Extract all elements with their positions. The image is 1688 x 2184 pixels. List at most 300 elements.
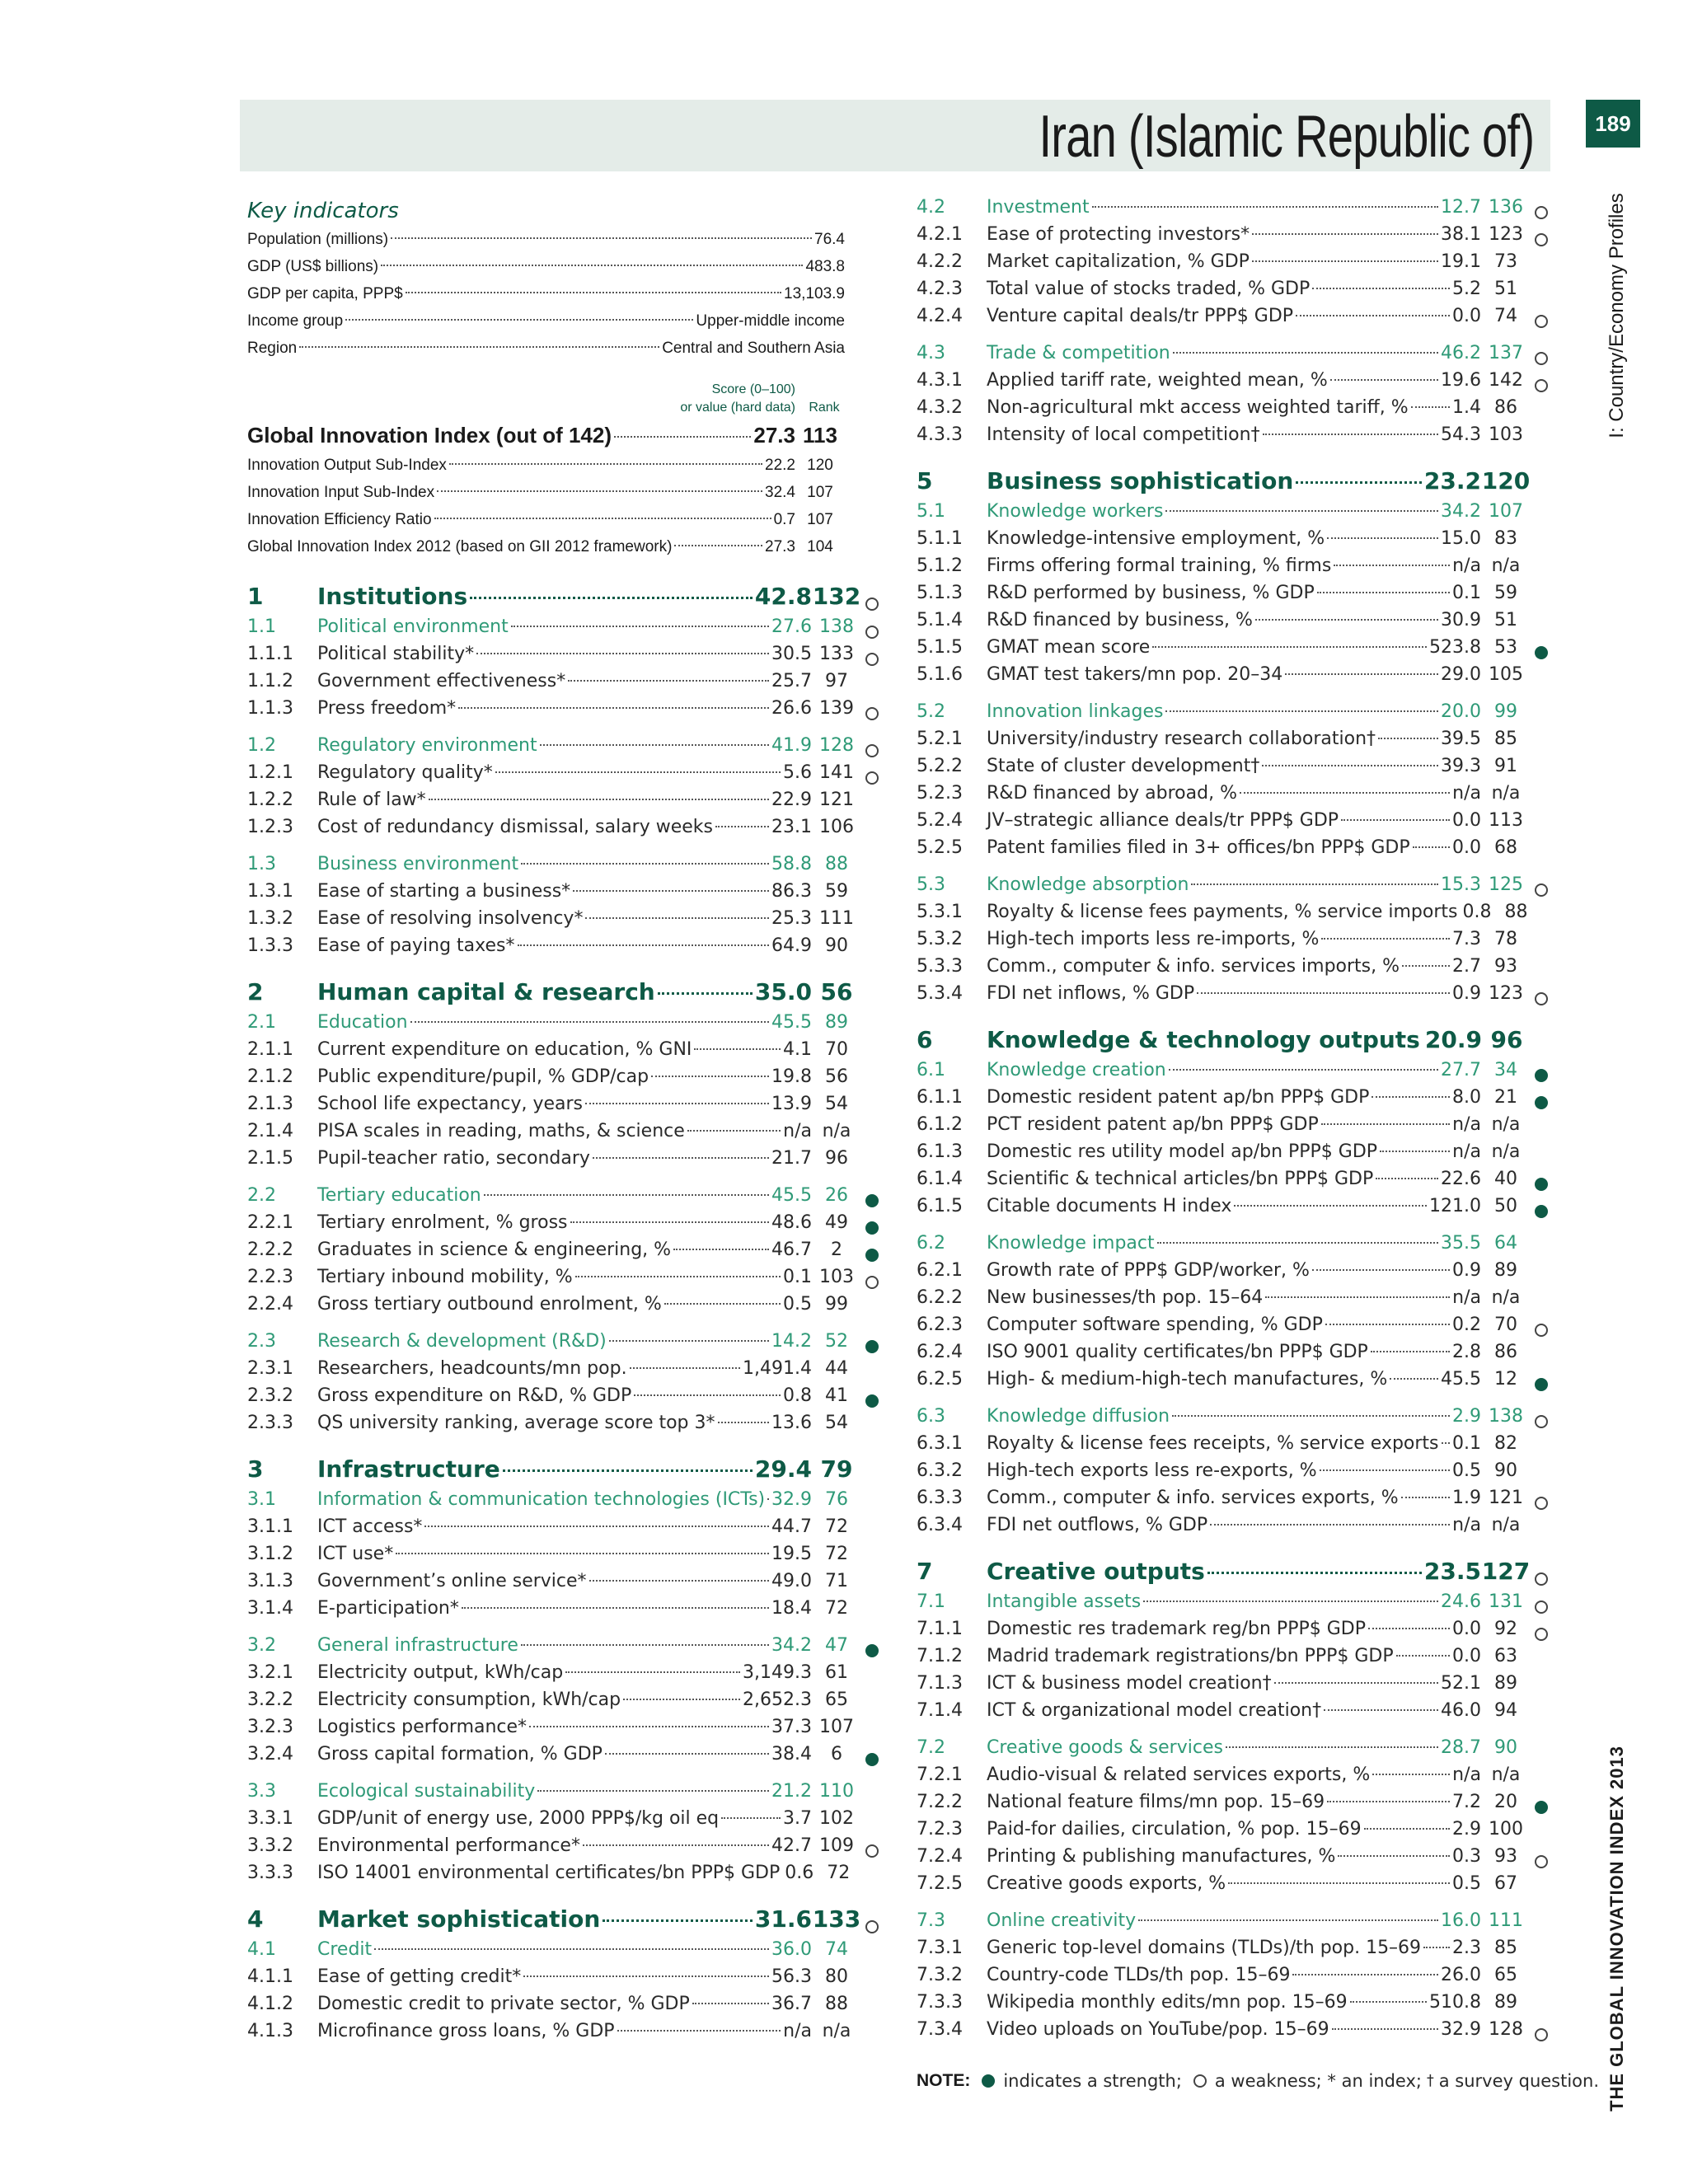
indicator-code: 1.1.2 [247,671,293,691]
strength-dot-icon [865,1644,879,1657]
indicator-rank: 113 [1489,810,1523,831]
dot-leader [585,1103,769,1104]
dot-leader [658,992,753,995]
indicator-row [247,1036,882,1063]
key-indicator-value: Upper-middle income [696,312,845,330]
indicator-label: Microfinance gross loans, % GDP [317,2021,615,2041]
indicator-score: 0.9 [1452,983,1481,1004]
indicator-label: Gross capital formation, % GDP [317,1744,603,1765]
dot-leader [1234,1205,1427,1207]
indicator-label: Pupil-teacher ratio, secondary [317,1148,590,1169]
sub-pillar-row [917,1403,1551,1430]
indicator-code: 4.3.2 [917,397,963,418]
dot-leader [1226,1746,1438,1748]
indicator-rank: 120 [1481,467,1531,494]
gii-sub-label: Innovation Efficiency Ratio [247,511,432,528]
indicator-code: 3.2.4 [247,1744,293,1765]
indicator-code: 1.2.2 [247,790,293,810]
pillar-row [247,976,882,1009]
indicator-score: 45.5 [771,1185,812,1206]
indicator-row [917,1084,1551,1111]
indicator-code: 5.3.2 [917,929,963,949]
dot-leader [1138,1919,1438,1921]
indicator-code: 2.3.2 [247,1385,293,1406]
indicator-code: 7.3 [917,1910,945,1931]
indicator-row [917,1366,1551,1393]
spacer [247,1768,882,1778]
indicator-row [247,1568,882,1595]
indicator-code: 5.3.1 [917,902,963,922]
indicator-score: 30.9 [1441,610,1481,630]
indicator-rank: 127 [1481,1558,1531,1585]
indicator-score: 20.9 [1424,1026,1482,1053]
indicator-rank: 103 [1489,424,1523,445]
indicator-score: 23.1 [771,817,812,837]
indicator-rank: 136 [1489,197,1523,218]
dot-leader [449,463,762,465]
indicator-label: Research & development (R&D) [317,1331,607,1352]
indicator-score: 0.1 [783,1267,812,1287]
indicator-label: Domestic resident patent ap/bn PPP$ GDP [987,1087,1370,1108]
indicator-code: 6 [917,1026,933,1053]
indicator-code: 3.3.1 [247,1808,293,1829]
indicator-row [917,607,1551,634]
indicator-score: 19.6 [1441,370,1481,391]
weakness-circle-icon [1535,1415,1548,1428]
indicator-rank: 50 [1494,1196,1517,1216]
dot-leader [1372,1774,1450,1775]
weakness-circle-icon [1535,1601,1548,1614]
indicator-row [247,813,882,841]
indicator-rank: 90 [825,935,848,956]
indicator-code: 2.2.3 [247,1267,293,1287]
indicator-rank: 125 [1489,874,1523,895]
indicator-score: 0.5 [783,1294,812,1315]
indicator-rank: 52 [825,1331,848,1352]
indicator-rank: 133 [812,1905,861,1933]
pillar-row [917,465,1551,498]
indicator-row [247,1832,882,1859]
indicator-rank: 73 [1494,251,1517,272]
indicator-label: Knowledge workers [987,501,1164,522]
indicator-score: 27.6 [771,616,812,637]
indicator-code: 1.3.3 [247,935,293,956]
indicator-label: Ease of resolving insolvency* [317,908,584,929]
indicator-row [247,668,882,695]
indicator-code: 5.2.5 [917,837,963,858]
indicator-code: 6.1.5 [917,1196,963,1216]
indicator-label: Comm., computer & info. services exports, % [987,1488,1399,1508]
indicator-label: FDI net outflows, % GDP [987,1515,1208,1535]
dot-leader [458,707,769,709]
indicator-row [917,1430,1551,1457]
indicator-rank: 121 [819,790,854,810]
dot-leader [1172,1415,1450,1417]
indicator-row [917,552,1551,579]
indicator-score: 25.7 [771,671,812,691]
spacer [917,1393,1551,1403]
indicator-label: Trade & competition [987,343,1170,363]
indicator-rank: 102 [819,1808,854,1829]
indicator-score: 4.1 [783,1039,812,1060]
indicator-label: Ease of protecting investors* [987,224,1250,245]
indicator-label: School life expectancy, years [317,1094,583,1114]
weakness-circle-icon [1535,1497,1548,1510]
sub-pillar-row [917,1057,1551,1084]
indicator-label: Comm., computer & info. services imports, % [987,956,1400,977]
indicator-code: 6.2.3 [917,1315,963,1335]
spacer [917,1539,1551,1555]
indicator-label: Patent families filed in 3+ offices/bn PPP$ GDP [987,837,1410,858]
dot-leader [1321,1123,1450,1125]
indicator-label: Gross expenditure on R&D, % GDP [317,1385,632,1406]
dot-leader [585,917,769,919]
indicator-rank: 51 [1494,279,1517,299]
dot-leader [521,1644,769,1646]
indicator-rank: n/a [1491,783,1521,804]
dot-leader [424,1526,769,1527]
weakness-circle-icon [865,707,879,720]
indicator-rank: 90 [1494,1460,1517,1481]
indicator-row [247,878,882,905]
indicator-row [247,695,882,722]
indicator-rank: 89 [1494,1992,1517,2013]
indicator-code: 2.1.5 [247,1148,293,1169]
dot-leader [1327,537,1438,539]
indicator-row [917,953,1551,980]
indicator-score: 19.8 [771,1066,812,1087]
indicator-row [917,1165,1551,1193]
indicator-row [247,1409,882,1436]
indicator-code: 2.1.4 [247,1121,293,1141]
indicator-label: Video uploads on YouTube/pop. 15–69 [987,2019,1329,2040]
indicator-code: 2.3.3 [247,1413,293,1433]
dot-leader [1263,434,1438,435]
note-survey-text: a survey question. [1438,2071,1600,2091]
indicator-score: 24.6 [1441,1591,1481,1612]
indicator-score: 54.3 [1441,424,1481,445]
indicator-score: 31.6 [754,1905,812,1933]
indicator-rank: 86 [1494,397,1517,418]
indicator-score: 26.6 [771,698,812,719]
indicator-label: Venture capital deals/tr PPP$ GDP [987,306,1294,326]
indicator-label: Environmental performance* [317,1835,580,1856]
sub-pillar-row [917,698,1551,725]
indicator-row [917,926,1551,953]
indicator-row [917,725,1551,752]
indicator-label: QS university ranking, average score top 3* [317,1413,715,1433]
indicator-label: Domestic credit to private sector, % GDP [317,1994,690,2014]
indicator-code: 7.1.1 [917,1619,963,1639]
sub-pillar-row [247,613,882,640]
indicator-label: Creative outputs [987,1558,1205,1585]
indicator-label: Ease of starting a business* [317,881,571,902]
indicator-score: 41.9 [771,735,812,756]
dot-leader [1317,592,1450,593]
indicator-rank: 86 [1494,1342,1517,1362]
gii-sub-rows [247,452,845,560]
indicator-score: n/a [783,1121,812,1141]
indicator-score: 523.8 [1429,637,1481,658]
indicator-code: 3.3.3 [247,1863,293,1883]
indicator-row [917,780,1551,807]
indicator-score: 2.9 [1452,1819,1481,1840]
weakness-circle-icon [1535,1855,1548,1868]
indicator-score: 52.1 [1441,1673,1481,1694]
indicator-label: Knowledge impact [987,1233,1155,1254]
indicator-code: 5.2.2 [917,756,963,776]
indicator-score: 121.0 [1429,1196,1481,1216]
indicator-label: Logistics performance* [317,1717,528,1737]
indicator-label: University/industry research collaboration† [987,729,1376,749]
indicator-score: 2,652.3 [743,1690,812,1710]
indicator-row [247,1805,882,1832]
indicator-row [917,661,1551,688]
indicator-rank: 99 [825,1294,848,1315]
indicator-score: n/a [1452,783,1481,804]
indicator-code: 5.2.4 [917,810,963,831]
indicator-row [247,1291,882,1318]
weakness-circle-icon [1535,352,1548,365]
indicator-code: 7.3.4 [917,2019,963,2040]
indicator-rank: 89 [1494,1673,1517,1694]
strength-dot-icon [1535,1205,1548,1218]
indicator-label: Ecological sustainability [317,1781,536,1802]
indicator-label: Market capitalization, % GDP [987,251,1250,272]
indicator-rank: n/a [1491,1141,1521,1162]
indicator-score: 35.0 [754,978,812,1005]
indicator-rank: 2 [831,1240,842,1260]
indicator-row [917,807,1551,834]
indicator-label: JV–strategic alliance deals/tr PPP$ GDP [987,810,1339,831]
indicator-rank: 51 [1494,610,1517,630]
spacer [917,330,1551,340]
dot-leader [1364,1828,1450,1830]
dot-leader [537,1790,769,1792]
gii-sub-label: Innovation Input Sub-Index [247,484,435,501]
indicator-label: Knowledge & technology outputs [987,1026,1420,1053]
dot-leader [381,265,803,266]
indicator-rank: 71 [825,1571,848,1591]
indicator-score: 15.3 [1441,874,1481,895]
indicator-row [247,1741,882,1768]
indicator-score: 7.2 [1452,1792,1481,1812]
indicator-score: 5.6 [783,762,812,783]
indicator-code: 4.1 [247,1939,276,1960]
indicator-code: 3.3.2 [247,1835,293,1856]
dot-leader [1207,1572,1422,1574]
indicator-label: High-tech exports less re-exports, % [987,1460,1317,1481]
indicator-code: 3.2.2 [247,1690,293,1710]
indicator-code: 5.3.4 [917,983,963,1004]
indicator-row [247,759,882,786]
indicator-row [247,1513,882,1540]
indicator-rank: 26 [825,1185,848,1206]
indicator-label: Intangible assets [987,1591,1142,1612]
dot-leader [575,1276,781,1277]
gii-main-score: 27.3 [753,423,795,448]
indicator-score: 14.2 [771,1331,812,1352]
dot-leader [1143,1601,1438,1602]
indicator-rank: 142 [1489,370,1523,391]
weakness-circle-icon [1535,1628,1548,1641]
indicator-code: 2.2.4 [247,1294,293,1315]
spacer [247,1622,882,1632]
dot-leader [540,744,769,746]
indicator-code: 1 [247,583,264,610]
indicator-row [917,1697,1551,1724]
indicator-code: 7.1.2 [917,1646,963,1666]
indicator-rank: 96 [1490,1026,1523,1053]
gii-sub-row [247,452,845,479]
indicator-rank: 79 [820,1455,853,1483]
indicator-rank: 96 [825,1148,848,1169]
indicator-rank: 94 [1494,1700,1517,1721]
indicator-row [917,579,1551,607]
weakness-circle-icon [1535,379,1548,392]
dot-leader [593,1157,769,1159]
spacer [247,1886,882,1903]
indicator-row [917,1643,1551,1670]
gii-sub-row [247,506,845,533]
indicator-score: 37.3 [771,1717,812,1737]
indicator-rank: 65 [825,1690,848,1710]
indicator-code: 3.1.4 [247,1598,293,1619]
indicator-rank: 91 [1494,756,1517,776]
dot-leader [1350,2001,1427,2003]
indicator-code: 6.3.2 [917,1460,963,1481]
dot-leader [1274,1682,1438,1684]
sub-pillar-row [917,194,1551,221]
key-indicator-label: Income group [247,312,344,330]
indicator-score: 35.5 [1441,1233,1481,1254]
indicator-rank: 88 [825,1994,848,2014]
indicator-code: 2.3.1 [247,1358,293,1379]
dot-leader [1285,673,1438,675]
dot-leader [623,1699,740,1700]
indicator-code: 7.3.3 [917,1992,963,2013]
sub-pillar-row [917,1230,1551,1257]
dot-leader [434,518,771,519]
indicator-score: 0.2 [1452,1315,1481,1335]
indicator-row [917,1961,1551,1989]
spacer [917,861,1551,871]
indicator-label: Citable documents H index [987,1196,1232,1216]
indicator-row [247,1063,882,1090]
indicator-rank: 85 [1494,729,1517,749]
indicator-code: 6.3 [917,1406,945,1427]
indicator-rank: 70 [1494,1315,1517,1335]
key-indicator-row [247,253,845,280]
indicator-label: Intensity of local competition† [987,424,1260,445]
indicator-score: 8.0 [1452,1087,1481,1108]
indicator-score: 0.1 [1452,1433,1481,1454]
pillar-row [917,1024,1551,1057]
gii-main-rank: 113 [803,423,837,448]
dot-leader [495,771,781,773]
dot-leader [603,1919,753,1922]
dot-leader [1312,1269,1450,1271]
key-indicators-list [247,226,845,362]
indicator-code: 3.3 [247,1781,276,1802]
indicator-label: Information & communication technologies (ICTs) [317,1489,766,1510]
key-indicator-label: GDP (US$ billions) [247,258,379,275]
indicator-rank: n/a [1491,555,1521,576]
gii-summary [247,419,845,560]
indicator-code: 7.3.2 [917,1965,963,1985]
indicator-label: Credit [317,1939,373,1960]
indicator-rank: 44 [825,1358,848,1379]
indicator-label: Education [317,1012,408,1033]
indicator-label: R&D financed by business, % [987,610,1253,630]
gii-sub-rank: 104 [807,538,833,555]
indicator-rank: 109 [819,1835,854,1856]
indicator-rank: n/a [822,2021,851,2041]
indicator-score: 46.0 [1441,1700,1481,1721]
indicator-score: 7.3 [1452,929,1481,949]
indicator-row [917,1111,1551,1138]
dot-leader [1423,1947,1450,1948]
indicator-code: 1.2 [247,735,276,756]
indicator-score: 45.5 [1441,1369,1481,1390]
dot-leader [1338,1855,1450,1857]
indicator-rank: 74 [1494,306,1517,326]
indicator-row [917,1870,1551,1897]
dot-leader [1411,406,1450,408]
spacer [247,564,882,580]
spacer [247,1436,882,1453]
dot-leader [462,1607,769,1609]
indicator-score: 39.3 [1441,756,1481,776]
dot-leader [1380,1151,1450,1152]
dot-leader [1165,510,1438,512]
indicator-score: 0.0 [1452,810,1481,831]
indicator-row [917,421,1551,448]
spacer [247,841,882,851]
indicator-rank: 103 [819,1267,854,1287]
indicator-code: 7.1.4 [917,1700,963,1721]
sub-pillar-row [247,851,882,878]
indicator-score: 23.2 [1423,467,1481,494]
indicator-rank: 107 [819,1717,854,1737]
strength-dot-icon [865,1394,879,1408]
indicator-code: 1.2.1 [247,762,293,783]
strength-dot-icon [865,1340,879,1353]
indicator-label: Electricity consumption, kWh/cap [317,1690,621,1710]
indicator-score: n/a [1452,1765,1481,1785]
indicator-code: 6.2.2 [917,1287,963,1308]
indicator-label: Knowledge diffusion [987,1406,1170,1427]
spacer [247,1318,882,1328]
indicator-code: 7.1.3 [917,1673,963,1694]
pillar-row [247,1903,882,1936]
weakness-circle-icon [865,1920,879,1933]
indicator-score: 0.3 [1452,1846,1481,1867]
dot-leader [406,292,781,293]
indicator-row [247,1659,882,1686]
indicator-score: 34.2 [1441,501,1481,522]
indicator-label: Computer software spending, % GDP [987,1315,1323,1335]
indicator-score: n/a [1452,1141,1481,1162]
note-label: NOTE: [917,2071,971,2090]
gii-sub-row [247,533,845,560]
indicator-score: 3.7 [783,1808,812,1829]
indicator-code: 1.1 [247,616,276,637]
gii-sub-rank: 107 [807,511,833,528]
indicator-score: 23.5 [1423,1558,1481,1585]
indicator-code: 5.2 [917,701,945,722]
dot-leader [1402,965,1450,967]
